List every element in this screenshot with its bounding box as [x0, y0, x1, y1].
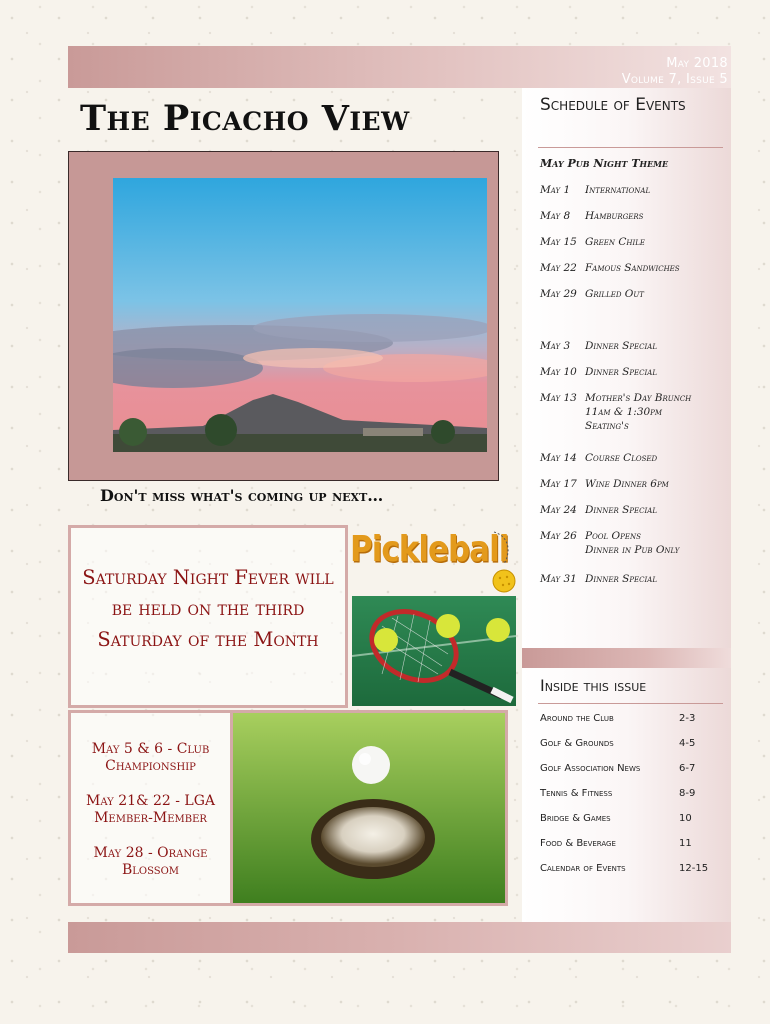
event-title: Dinner Special	[585, 504, 657, 516]
event-title-line2: 11am & 1:30pm	[585, 406, 663, 418]
issue-date: May 2018	[666, 56, 728, 71]
pub-theme-heading: May Pub Night Theme	[540, 157, 669, 170]
event-title: Wine Dinner 6pm	[585, 478, 669, 490]
schedule-item	[540, 365, 725, 379]
event-title	[585, 529, 725, 557]
tennis-photo	[352, 596, 516, 706]
championship-item: May 5 & 6 - Club Championship	[91, 741, 210, 774]
event-title-line1: Pool Opens	[585, 530, 641, 542]
feature-text: Saturday Night Fever will be held on the third Saturday of the Month	[82, 566, 334, 651]
event-date: May 17	[540, 478, 577, 490]
toc-item	[540, 813, 715, 824]
pickleball-logo: Pickleball	[350, 529, 509, 571]
event-title-line1: Mother's Day Brunch	[585, 392, 692, 404]
event-title: Dinner Special	[585, 340, 657, 352]
inside-issue-band	[522, 648, 731, 668]
schedule-item	[540, 503, 725, 517]
schedule-title: Schedule of Events	[540, 95, 686, 115]
event-title: Dinner Special	[585, 366, 657, 378]
inside-issue-panel	[522, 668, 731, 938]
toc-item	[540, 763, 715, 774]
event-date: May 1	[540, 184, 571, 196]
golf-ball-hole-photo	[230, 710, 508, 906]
event-date: May 15	[540, 236, 577, 248]
toc-label: Tennis & Fitness	[540, 788, 613, 799]
event-title	[585, 391, 725, 433]
toc-label: Bridge & Games	[540, 813, 611, 824]
tagline: Don't miss what's coming up next…	[100, 486, 384, 505]
championship-item: May 28 - Orange Blossom	[93, 845, 208, 878]
toc-item	[540, 738, 715, 749]
toc-label: Around the Club	[540, 713, 614, 724]
toc-pages: 4-5	[679, 738, 696, 749]
event-title-line2: Dinner in Pub Only	[585, 544, 680, 556]
event-date: May 24	[540, 504, 577, 516]
event-title: Dinner Special	[585, 573, 657, 585]
event-date: May 13	[540, 392, 577, 404]
toc-label: Golf & Grounds	[540, 738, 614, 749]
schedule-divider	[538, 147, 723, 148]
event-title: Famous Sandwiches	[585, 262, 680, 274]
event-date: May 26	[540, 530, 577, 542]
toc-pages: 8-9	[679, 788, 696, 799]
schedule-item	[540, 339, 725, 353]
event-date: May 8	[540, 210, 571, 222]
toc-pages: 12-15	[679, 863, 709, 874]
toc-item	[540, 713, 715, 724]
schedule-item	[540, 287, 725, 301]
toc-pages: 10	[679, 813, 692, 824]
event-title: Grilled Out	[585, 288, 644, 300]
schedule-item	[540, 451, 725, 465]
inside-issue-title: Inside this issue	[540, 676, 647, 695]
schedule-item	[540, 572, 725, 586]
toc-label: Calendar of Events	[540, 863, 626, 874]
toc-item	[540, 788, 715, 799]
pickleball-ball-icon	[488, 530, 518, 594]
toc-pages: 11	[679, 838, 692, 849]
sunset-mountain-photo	[113, 178, 487, 452]
event-title: International	[585, 184, 651, 196]
event-date: May 14	[540, 452, 577, 464]
issue-volume: Volume 7, Issue 5	[621, 72, 728, 87]
toc-pages: 6-7	[679, 763, 696, 774]
event-date: May 29	[540, 288, 577, 300]
schedule-item	[540, 391, 725, 433]
toc-item	[540, 863, 715, 874]
event-date: May 3	[540, 340, 571, 352]
toc-label: Golf Association News	[540, 763, 641, 774]
inside-issue-divider	[538, 703, 723, 704]
newsletter-title: The Picacho View	[80, 98, 410, 139]
schedule-item	[540, 477, 725, 491]
toc-pages: 2-3	[679, 713, 696, 724]
toc-item	[540, 838, 715, 849]
schedule-item	[540, 183, 725, 197]
schedule-item	[540, 235, 725, 249]
event-title: Hamburgers	[585, 210, 644, 222]
schedule-item	[540, 529, 725, 557]
event-date: May 31	[540, 573, 577, 585]
event-title: Course Closed	[585, 452, 658, 464]
schedule-item	[540, 209, 725, 223]
toc-label: Food & Beverage	[540, 838, 616, 849]
championship-item: May 21& 22 - LGA Member-Member	[86, 793, 215, 826]
event-title-line3: Seating's	[585, 420, 629, 432]
event-date: May 10	[540, 366, 577, 378]
event-date: May 22	[540, 262, 577, 274]
schedule-item	[540, 261, 725, 275]
event-title: Green Chile	[585, 236, 646, 248]
footer-band	[68, 922, 731, 953]
